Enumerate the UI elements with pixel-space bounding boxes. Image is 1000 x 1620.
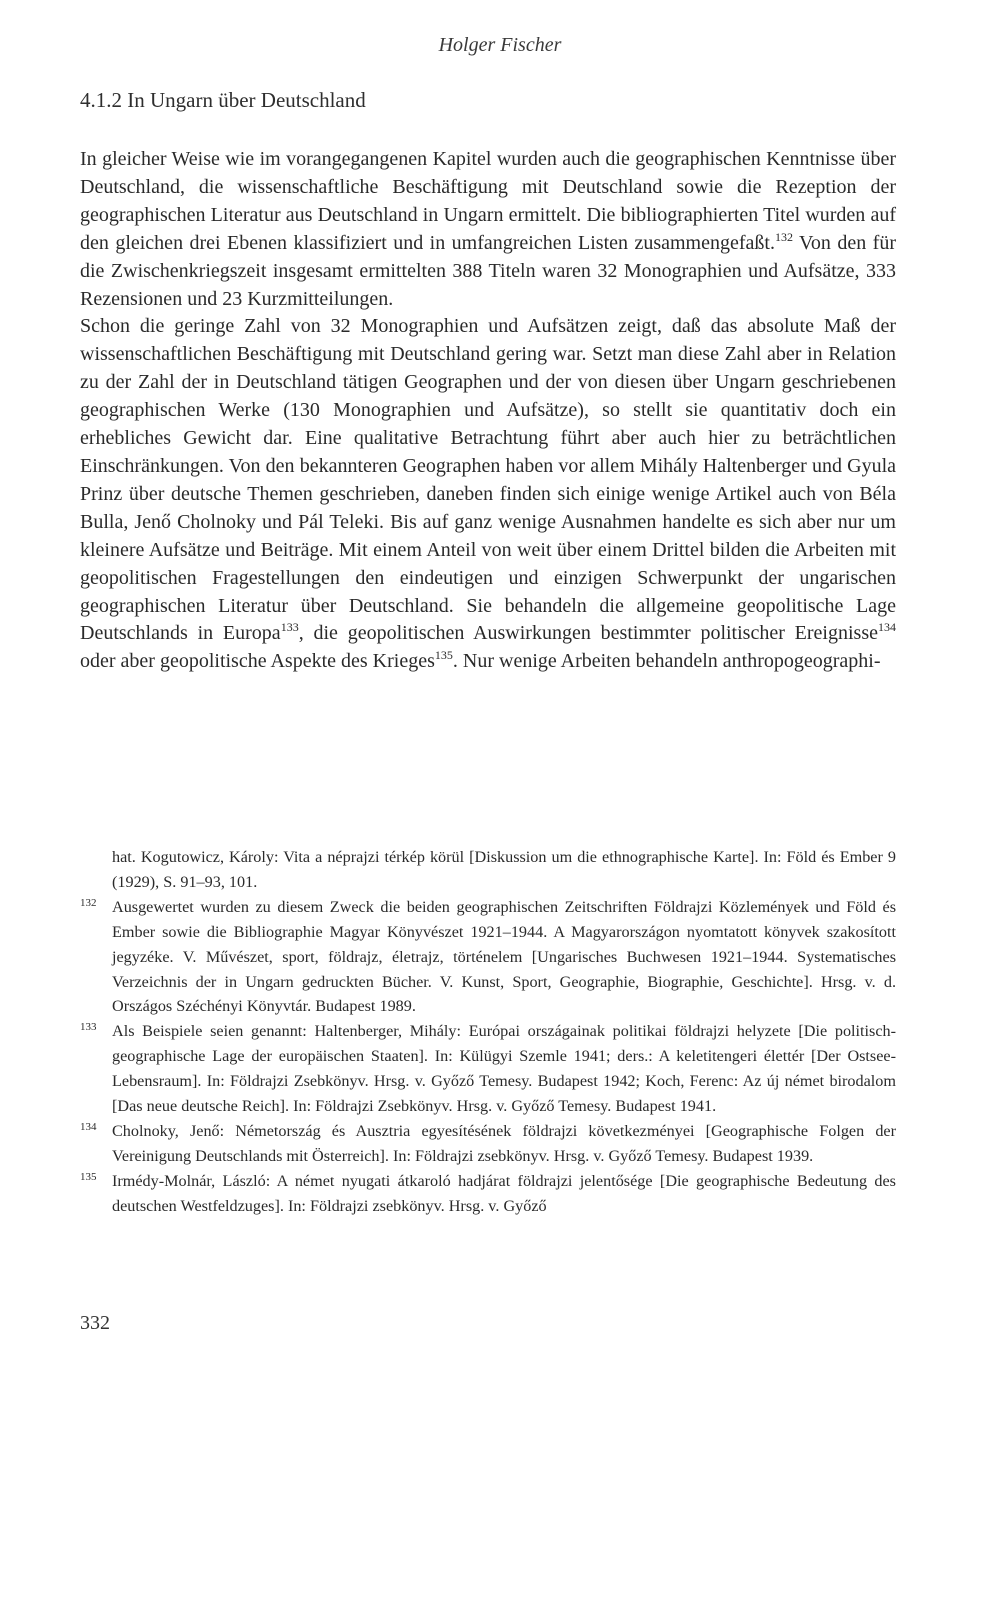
footnote-ref-135[interactable]: 135 (434, 648, 453, 663)
paragraph-text: Von den für die Zwischenkriegszeit insgesamt ermittelten 388 Titeln waren 32 Monographien und Aufsätze, 333 Rezensionen und 23 Kurzmitteilungen. (80, 231, 896, 310)
section-heading: 4.1.2 In Ungarn über Deutschland (80, 88, 366, 112)
paragraph-text: In gleicher Weise wie im vorangegangenen Kapitel wurden auch die geographischen Kenntnisse über Deutschland, die wissenschaftliche Beschäftigung mit Deutschland sowie die Rezeption der geographischen Literatur aus Deutschland in Ungarn ermittelt. Die bibliographierten Titel wurden auf den gleichen drei Ebenen klassifiziert und in umfangreichen Listen zusammengefaßt. (80, 148, 896, 254)
footnote-text: Cholnoky, Jenő: Németország és Ausztria egyesítésének földrajzi következményei [Geographische Folgen der Vereinigung Deutschlands mit Österreich]. In: Földrajzi zsebkönyv. Hrsg. v. Győző Temesy. Budapest 1939. (112, 1121, 896, 1165)
footnotes (80, 845, 896, 1219)
footnote-ref-133[interactable]: 133 (280, 620, 299, 635)
footnote-ref-132[interactable]: 132 (774, 229, 793, 244)
footnote-text: Ausgewertet wurden zu diesem Zweck die beiden geographischen Zeitschriften Földrajzi Közlemények und Föld és Ember sowie die Bibliographie Magyar Könyvészet 1921–1944. A Magyarországon nyomtatott könyvek szakosított jegyzéke. V. Művészet, sport, földrajz, életrajz, történelem [Ungarisches Buchwesen 1921–1944. Systematisches Verzeichnis der in Ungarn gedruckten Bücher. V. Kunst, Sport, Geographie, Biographie, Geschichte]. Hrsg. v. d. Országos Széchényi Könyvtár. Budapest 1989. (112, 897, 896, 1016)
footnote-134 (80, 1119, 896, 1169)
footnote-133 (80, 1019, 896, 1119)
footnote-number: 132 (80, 896, 97, 909)
footnote-number: 135 (80, 1170, 97, 1183)
paragraph-text: . Nur wenige Arbeiten behandeln anthropogeographi- (452, 650, 881, 673)
footnote-text: Als Beispiele seien genannt: Haltenberger, Mihály: Európai országainak politikai földrajzi helyzete [Die politisch-geographische Lage der europäischen Staaten]. In: Külügyi Szemle 1941; ders.: A keletitengeri élettér [Der Ostsee-Lebensraum]. In: Földrajzi Zsebkönyv. Hrsg. v. Győző Temesy. Budapest 1942; Koch, Ferenc: Az új német birodalom [Das neue deutsche Reich]. In: Földrajzi Zsebkönyv. Hrsg. v. Győző Temesy. Budapest 1941. (112, 1022, 896, 1116)
running-head: Holger Fischer (438, 34, 562, 56)
paragraph-2 (80, 313, 896, 676)
paragraph-text: , die geopolitischen Auswirkungen bestimmter politischer Ereignisse (298, 622, 878, 645)
footnote-ref-134[interactable]: 134 (878, 620, 896, 635)
footnote-continuation: hat. Kogutowicz, Károly: Vita a néprajzi térkép körül [Diskussion um die ethnographische Karte]. In: Föld és Ember 9 (1929), S. 91–93, 101. (112, 848, 896, 891)
footnote-text: Irmédy-Molnár, László: A német nyugati átkaroló hadjárat földrajzi jelentősége [Die geographische Bedeutung des deutschen Westfeldzuges]. In: Földrajzi zsebkönyv. Hrsg. v. Győző (112, 1171, 896, 1215)
paragraph-text: oder aber geopolitische Aspekte des Krieges (80, 650, 435, 673)
footnote-number: 134 (80, 1120, 97, 1133)
paragraph-text: Schon die geringe Zahl von 32 Monographien und Aufsätzen zeigt, daß das absolute Maß der wissenschaftlichen Beschäftigung mit Deutschland gering war. Setzt man diese Zahl aber in Relation zu der Zahl der in Deutschland tätigen Geographen und der von diesen über Ungarn geschriebenen geographischen Werke (130 Monographien und Aufsätze), so stellt sie quantitativ doch ein erhebliches Gewicht dar. Eine qualitative Betrachtung führt aber auch hier zu beträchtlichen Einschränkungen. Von den bekannteren Geographen haben vor allem Mihály Haltenberger und Gyula Prinz über deutsche Themen geschrieben, daneben finden sich einige wenige Artikel auch von Béla Bulla, Jenő Cholnoky und Pál Teleki. Bis auf ganz wenige Ausnahmen handelte es sich aber nur um kleinere Aufsätze und Beiträge. Mit einem Anteil von weit über einem Drittel bilden die Arbeiten mit geopolitischen Fragestellungen den eindeutigen und einzigen Schwerpunkt der ungarischen geographischen Literatur über Deutschland. Sie behandeln die allgemeine geopolitische Lage Deutschlands in Europa (80, 315, 896, 645)
footnote-135 (80, 1169, 896, 1219)
footnote-number: 133 (80, 1021, 97, 1034)
footnote-132 (80, 895, 896, 1020)
paragraph-1 (80, 146, 896, 313)
body-text (80, 146, 896, 676)
page-number: 332 (80, 1312, 110, 1334)
